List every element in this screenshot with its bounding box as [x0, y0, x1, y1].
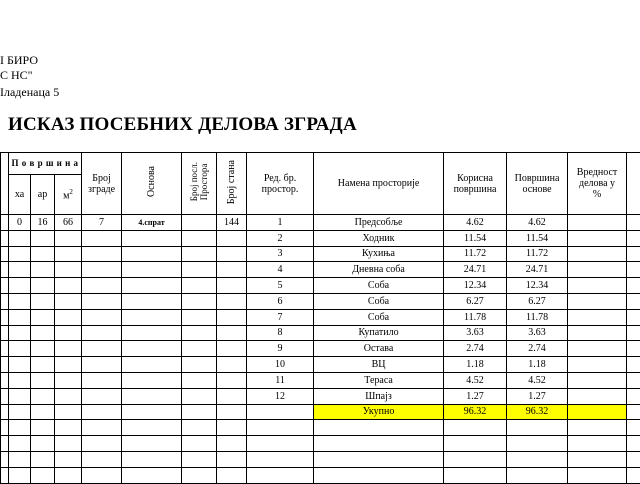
blank-cell — [82, 420, 122, 436]
are-cell — [55, 325, 82, 341]
are-cell — [55, 278, 82, 294]
floor-cell — [122, 278, 182, 294]
share-percent-cell — [568, 262, 627, 278]
blank-cell — [314, 467, 444, 483]
are-cell — [55, 341, 82, 357]
table-row — [1, 325, 640, 341]
blank-cell — [1, 309, 9, 325]
index-cell — [9, 341, 31, 357]
blank-cell — [1, 246, 9, 262]
blank-cell — [1, 467, 9, 483]
blank-cell — [1, 293, 9, 309]
room-purpose-cell: Остава — [314, 341, 444, 357]
blank-cell — [507, 451, 568, 467]
room-number-cell: 3 — [247, 246, 314, 262]
blank-cell — [217, 404, 247, 420]
share-percent-cell — [568, 293, 627, 309]
blank-cell — [247, 467, 314, 483]
are-cell — [55, 309, 82, 325]
blank-cell — [182, 451, 217, 467]
blank-cell — [627, 325, 640, 341]
blank-cell — [507, 436, 568, 452]
usable-area-cell: 12.34 — [444, 278, 507, 294]
blank-cell — [627, 372, 640, 388]
blank-cell — [568, 467, 627, 483]
blank-cell — [627, 230, 640, 246]
are-cell — [55, 372, 82, 388]
blank-cell — [1, 153, 9, 215]
room-number-cell: 2 — [247, 230, 314, 246]
building-number-header: Број зграде — [82, 153, 122, 215]
blank-cell — [9, 436, 31, 452]
usable-area-cell: 4.52 — [444, 372, 507, 388]
building-number-cell — [82, 278, 122, 294]
share-percent-cell — [568, 278, 627, 294]
share-percent-cell — [568, 341, 627, 357]
blank-cell — [82, 467, 122, 483]
empty-row — [1, 420, 640, 436]
building-number-cell — [82, 246, 122, 262]
share-percent-cell — [568, 388, 627, 404]
table-row — [1, 230, 640, 246]
blank-cell — [247, 451, 314, 467]
blank-cell — [1, 372, 9, 388]
usable-area-cell: 24.71 — [444, 262, 507, 278]
hectare-cell — [31, 372, 55, 388]
index-cell — [9, 293, 31, 309]
blank-cell — [1, 278, 9, 294]
table-row — [1, 262, 640, 278]
table-row — [1, 357, 640, 373]
blank-cell — [1, 388, 9, 404]
room-number-cell: 8 — [247, 325, 314, 341]
blank-cell — [217, 436, 247, 452]
total-floor-area-cell: 96.32 — [507, 404, 568, 420]
blank-cell — [31, 467, 55, 483]
blank-cell — [627, 341, 640, 357]
hectare-header: ха — [9, 175, 31, 215]
blank-cell — [182, 467, 217, 483]
index-cell — [9, 372, 31, 388]
room-number-cell: 7 — [247, 309, 314, 325]
blank-cell — [182, 420, 217, 436]
blank-cell — [507, 467, 568, 483]
blank-cell — [627, 388, 640, 404]
commercial-space-cell — [182, 372, 217, 388]
blank-cell — [9, 420, 31, 436]
floor-cell — [122, 246, 182, 262]
floor-cell — [122, 293, 182, 309]
blank-cell — [217, 420, 247, 436]
blank-cell — [627, 357, 640, 373]
blank-cell — [627, 262, 640, 278]
blank-cell — [627, 293, 640, 309]
room-number-header: Ред. бр. простор. — [247, 153, 314, 215]
room-purpose-cell: Купатило — [314, 325, 444, 341]
blank-cell — [82, 436, 122, 452]
hectare-cell: 16 — [31, 215, 55, 231]
commercial-space-cell — [182, 325, 217, 341]
blank-cell — [627, 436, 640, 452]
blank-cell — [444, 420, 507, 436]
are-cell — [55, 293, 82, 309]
room-number-cell: 5 — [247, 278, 314, 294]
are-header: ар — [31, 175, 55, 215]
office-name-line-2: С НС" — [0, 68, 33, 82]
blank-cell — [444, 436, 507, 452]
building-number-cell — [82, 230, 122, 246]
usable-area-cell: 3.63 — [444, 325, 507, 341]
apartment-number-cell — [217, 357, 247, 373]
blank-cell — [55, 404, 82, 420]
hectare-cell — [31, 278, 55, 294]
blank-cell — [9, 467, 31, 483]
share-percent-cell — [568, 372, 627, 388]
table-row — [1, 215, 640, 231]
area-group-header: П о в р ш и н а — [9, 153, 82, 175]
room-number-cell: 10 — [247, 357, 314, 373]
room-purpose-cell: ВЦ — [314, 357, 444, 373]
blank-cell — [217, 467, 247, 483]
apartment-number-cell — [217, 372, 247, 388]
building-number-cell — [82, 341, 122, 357]
building-number-cell — [82, 309, 122, 325]
blank-cell — [314, 420, 444, 436]
apartment-number-cell — [217, 278, 247, 294]
hectare-cell — [31, 341, 55, 357]
hectare-cell — [31, 357, 55, 373]
blank-cell — [1, 215, 9, 231]
floor-area-header: Површина основе — [507, 153, 568, 215]
commercial-space-cell — [182, 293, 217, 309]
office-name-line: I БИРО — [0, 53, 38, 67]
floor-area-cell: 11.78 — [507, 309, 568, 325]
blank-cell — [1, 451, 9, 467]
apartment-number-cell — [217, 388, 247, 404]
table-row — [1, 293, 640, 309]
table-row — [1, 341, 640, 357]
floor-cell: 4.спрат — [122, 215, 182, 231]
commercial-space-cell — [182, 262, 217, 278]
blank-cell — [9, 404, 31, 420]
blank-cell — [627, 309, 640, 325]
square-meter-header: $м^2$ — [55, 175, 82, 215]
blank-cell — [568, 451, 627, 467]
blank-cell — [122, 467, 182, 483]
blank-cell — [314, 436, 444, 452]
blank-cell — [568, 404, 627, 420]
index-cell — [9, 246, 31, 262]
room-number-cell: 4 — [247, 262, 314, 278]
blank-cell — [627, 153, 640, 215]
blank-cell — [1, 341, 9, 357]
blank-cell — [247, 420, 314, 436]
blank-cell — [1, 404, 9, 420]
room-purpose-cell: Ходник — [314, 230, 444, 246]
apartment-number-cell: 144 — [217, 215, 247, 231]
usable-area-cell: 6.27 — [444, 293, 507, 309]
blank-cell — [55, 467, 82, 483]
index-cell — [9, 230, 31, 246]
blank-cell — [568, 420, 627, 436]
blank-cell — [1, 262, 9, 278]
blank-cell — [627, 215, 640, 231]
apartment-number-cell — [217, 293, 247, 309]
blank-cell — [627, 404, 640, 420]
share-percent-cell — [568, 215, 627, 231]
index-cell — [9, 388, 31, 404]
blank-cell — [444, 451, 507, 467]
floor-cell — [122, 341, 182, 357]
floor-area-cell: 11.54 — [507, 230, 568, 246]
blank-cell — [55, 451, 82, 467]
table-row — [1, 246, 640, 262]
blank-cell — [9, 451, 31, 467]
apartment-number-cell — [217, 325, 247, 341]
office-address-line: Iладенаца 5 — [0, 85, 59, 99]
blank-cell — [182, 436, 217, 452]
index-cell — [9, 357, 31, 373]
share-percent-cell — [568, 357, 627, 373]
usable-area-cell: 11.54 — [444, 230, 507, 246]
floor-area-cell: 4.52 — [507, 372, 568, 388]
blank-cell — [31, 420, 55, 436]
blank-cell — [444, 467, 507, 483]
blank-cell — [1, 230, 9, 246]
blank-cell — [217, 451, 247, 467]
room-purpose-cell: Тераса — [314, 372, 444, 388]
are-cell — [55, 262, 82, 278]
floor-area-cell: 1.27 — [507, 388, 568, 404]
empty-row — [1, 436, 640, 452]
are-cell — [55, 357, 82, 373]
index-cell — [9, 262, 31, 278]
floor-area-cell: 24.71 — [507, 262, 568, 278]
room-purpose-cell: Соба — [314, 293, 444, 309]
table-row — [1, 278, 640, 294]
building-number-cell — [82, 372, 122, 388]
hectare-cell — [31, 309, 55, 325]
apartment-number-header: Број стана — [217, 153, 247, 215]
commercial-space-cell — [182, 230, 217, 246]
are-cell — [55, 388, 82, 404]
building-number-cell — [82, 388, 122, 404]
blank-cell — [627, 246, 640, 262]
room-purpose-cell: Шпајз — [314, 388, 444, 404]
room-purpose-cell: Кухиња — [314, 246, 444, 262]
room-number-cell: 1 — [247, 215, 314, 231]
blank-cell — [627, 467, 640, 483]
floor-cell — [122, 357, 182, 373]
blank-cell — [247, 436, 314, 452]
building-number-cell — [82, 357, 122, 373]
blank-cell — [122, 451, 182, 467]
index-cell — [9, 278, 31, 294]
room-purpose-cell: Соба — [314, 309, 444, 325]
commercial-space-cell — [182, 278, 217, 294]
blank-cell — [627, 278, 640, 294]
room-number-cell: 6 — [247, 293, 314, 309]
share-percent-cell — [568, 230, 627, 246]
table-row — [1, 372, 640, 388]
floor-area-cell: 2.74 — [507, 341, 568, 357]
room-purpose-cell: Дневна соба — [314, 262, 444, 278]
hectare-cell — [31, 262, 55, 278]
document-title: ИСКАЗ ПОСЕБНИХ ДЕЛОВА ЗГРАДА — [8, 114, 357, 136]
apartment-number-cell — [217, 309, 247, 325]
blank-cell — [1, 436, 9, 452]
room-purpose-cell: Предсобље — [314, 215, 444, 231]
total-usable-area-cell: 96.32 — [444, 404, 507, 420]
are-cell — [55, 246, 82, 262]
hectare-cell — [31, 325, 55, 341]
floor-cell — [122, 388, 182, 404]
table-row — [1, 309, 640, 325]
usable-area-cell: 2.74 — [444, 341, 507, 357]
blank-cell — [122, 436, 182, 452]
blank-cell — [31, 451, 55, 467]
blank-cell — [82, 451, 122, 467]
floor-area-cell: 1.18 — [507, 357, 568, 373]
hectare-cell — [31, 293, 55, 309]
share-percent-cell — [568, 309, 627, 325]
hectare-cell — [31, 388, 55, 404]
blank-cell — [627, 451, 640, 467]
room-purpose-cell: Соба — [314, 278, 444, 294]
blank-cell — [55, 420, 82, 436]
apartment-number-cell — [217, 246, 247, 262]
blank-cell — [31, 404, 55, 420]
blank-cell — [82, 404, 122, 420]
floor-area-cell: 11.72 — [507, 246, 568, 262]
apartment-number-cell — [217, 230, 247, 246]
usable-area-cell: 11.72 — [444, 246, 507, 262]
floor-cell — [122, 262, 182, 278]
total-label-cell: Укупно — [314, 404, 444, 420]
room-number-cell: 9 — [247, 341, 314, 357]
blank-cell — [1, 325, 9, 341]
blank-cell — [1, 357, 9, 373]
blank-cell — [568, 436, 627, 452]
commercial-space-number-header: Број посл. Простора — [182, 153, 217, 215]
commercial-space-cell — [182, 309, 217, 325]
apartment-number-cell — [217, 341, 247, 357]
blank-cell — [314, 451, 444, 467]
table-row — [1, 388, 640, 404]
building-number-cell — [82, 293, 122, 309]
usable-area-cell: 1.27 — [444, 388, 507, 404]
blank-cell — [627, 420, 640, 436]
commercial-space-cell — [182, 215, 217, 231]
empty-row — [1, 467, 640, 483]
index-cell: 0 — [9, 215, 31, 231]
share-percent-cell — [568, 246, 627, 262]
floor-cell — [122, 230, 182, 246]
blank-cell — [1, 420, 9, 436]
hectare-cell — [31, 230, 55, 246]
floor-cell — [122, 372, 182, 388]
floor-area-cell: 12.34 — [507, 278, 568, 294]
floor-cell — [122, 309, 182, 325]
floor-header: Основа — [122, 153, 182, 215]
blank-cell — [31, 436, 55, 452]
usable-area-cell: 11.78 — [444, 309, 507, 325]
are-cell — [55, 230, 82, 246]
room-number-cell: 11 — [247, 372, 314, 388]
share-percent-cell — [568, 325, 627, 341]
building-number-cell — [82, 262, 122, 278]
usable-area-header: Корисна површина — [444, 153, 507, 215]
index-cell — [9, 325, 31, 341]
blank-cell — [247, 404, 314, 420]
total-row — [1, 404, 640, 420]
apartment-number-cell — [217, 262, 247, 278]
usable-area-cell: 4.62 — [444, 215, 507, 231]
commercial-space-cell — [182, 246, 217, 262]
floor-area-cell: 6.27 — [507, 293, 568, 309]
blank-cell — [55, 436, 82, 452]
room-number-cell: 12 — [247, 388, 314, 404]
room-purpose-header: Намена просторије — [314, 153, 444, 215]
usable-area-cell: 1.18 — [444, 357, 507, 373]
floor-area-cell: 4.62 — [507, 215, 568, 231]
commercial-space-cell — [182, 388, 217, 404]
building-number-cell — [82, 325, 122, 341]
parts-table — [0, 152, 640, 484]
blank-cell — [507, 420, 568, 436]
are-cell: 66 — [55, 215, 82, 231]
commercial-space-cell — [182, 357, 217, 373]
index-cell — [9, 309, 31, 325]
empty-row — [1, 451, 640, 467]
commercial-space-cell — [182, 341, 217, 357]
blank-cell — [122, 420, 182, 436]
building-number-cell: 7 — [82, 215, 122, 231]
hectare-cell — [31, 246, 55, 262]
blank-cell — [122, 404, 182, 420]
blank-cell — [182, 404, 217, 420]
share-percent-header: Вредност делова у % — [568, 153, 627, 215]
floor-area-cell: 3.63 — [507, 325, 568, 341]
floor-cell — [122, 325, 182, 341]
